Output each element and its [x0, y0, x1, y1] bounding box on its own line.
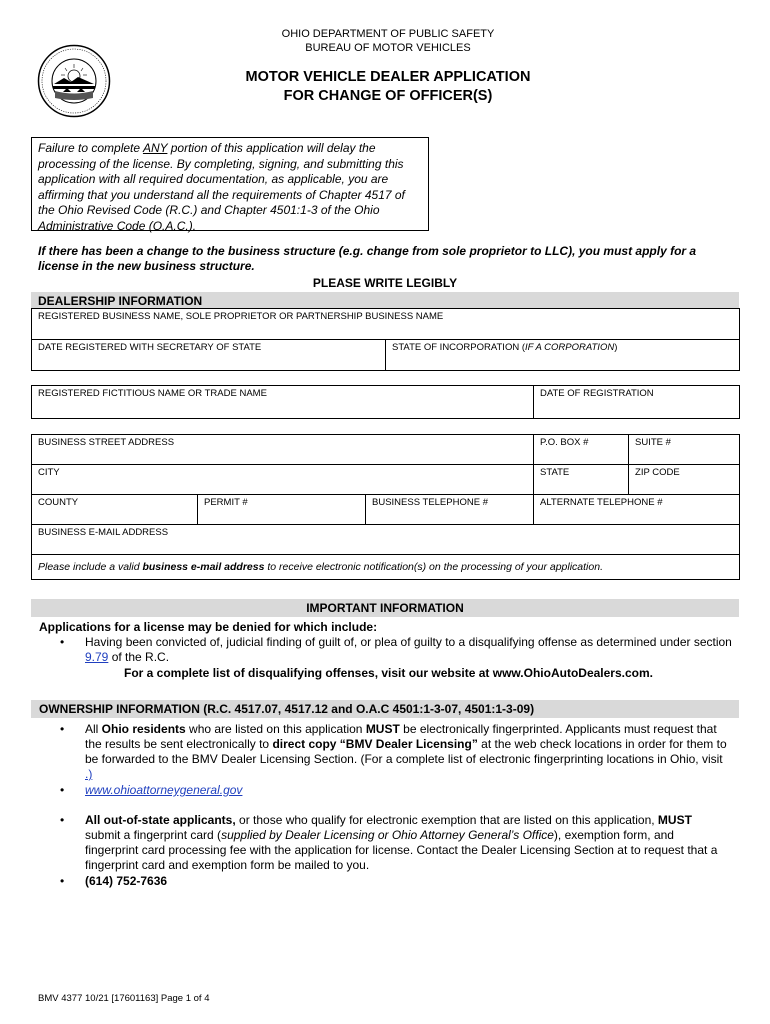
- zip-code-label: ZIP CODE: [635, 467, 680, 478]
- alternate-telephone-label: ALTERNATE TELEPHONE #: [540, 497, 663, 508]
- business-structure-note: If there has been a change to the business structure (e.g. change from sole proprietor to LLC), you must apply for a license in the new business structure.: [38, 244, 697, 273]
- fictitious-name-field[interactable]: [32, 386, 534, 419]
- fictitious-name-label: REGISTERED FICTITIOUS NAME OR TRADE NAME: [38, 388, 267, 399]
- agency-name: OHIO DEPARTMENT OF PUBLIC SAFETY: [281, 28, 495, 40]
- ownership-bullet-1: [85, 722, 730, 782]
- ownership-bullet-3: [85, 813, 730, 873]
- business-email-field[interactable]: [32, 525, 740, 555]
- state-incorp-suffix: ): [614, 342, 618, 353]
- title-line2: FOR CHANGE OF OFFICER(S): [283, 88, 493, 104]
- business-telephone-label: BUSINESS TELEPHONE #: [372, 497, 488, 508]
- business-email-label: BUSINESS E-MAIL ADDRESS: [38, 527, 169, 538]
- ownership-section-title: OWNERSHIP INFORMATION (R.C. 4517.07, 4517.12 and O.A.C 4501:1-3-07, 4501:1-3-09): [39, 702, 535, 716]
- bullet-icon: •: [60, 813, 65, 827]
- business-street-address-field[interactable]: [32, 435, 534, 465]
- form-footer: BMV 4377 10/21 [17601163] Page 1 of 4: [38, 993, 210, 1004]
- page-title: [180, 68, 596, 106]
- b1-pre: All: [85, 722, 102, 736]
- fingerprint-locations-link[interactable]: .): [85, 767, 93, 781]
- notice-text-rest: portion of this application will delay the processing of the license. By completing, signing, and submitting this application with all required documentation, as applicable, you are affirming that you understand all the requirements of Chapter 4517 of the Ohio Revised Code (R.C.) and Chapter 4501:1-3 of the Ohio Administrative Code (O.A.C.).: [38, 141, 405, 233]
- suite-label: SUITE #: [635, 437, 671, 448]
- dealership-table-2: [31, 385, 740, 419]
- state-incorp-label: STATE OF INCORPORATION (: [392, 342, 525, 353]
- b3-mid2: submit a fingerprint card (: [85, 828, 222, 842]
- bullet1-text: Having been convicted of, judicial finding of guilt of, or plea of guilty to a disqualifying offense as determined under section: [85, 635, 732, 649]
- notice-box: [31, 137, 429, 231]
- alternate-telephone-field[interactable]: [534, 495, 740, 525]
- permit-label: PERMIT #: [204, 497, 248, 508]
- date-registered-label: DATE REGISTERED WITH SECRETARY OF STATE: [38, 342, 262, 353]
- ohio-state-seal-icon: [37, 44, 111, 118]
- title-line1: MOTOR VEHICLE DEALER APPLICATION: [245, 69, 531, 85]
- ownership-section-header: [31, 700, 739, 718]
- b3-italic: supplied by Dealer Licensing or Ohio Attorney General’s Office: [221, 828, 554, 842]
- business-telephone-field[interactable]: [366, 495, 534, 525]
- permit-field[interactable]: [198, 495, 366, 525]
- important-lead: Applications for a license may be denied for which include:: [39, 620, 378, 634]
- street-address-label: BUSINESS STREET ADDRESS: [38, 437, 175, 448]
- write-legibly-heading: PLEASE WRITE LEGIBLY: [312, 276, 458, 290]
- ohio-attorney-general-link[interactable]: www.ohioattorneygeneral.gov: [85, 783, 243, 797]
- b1-bold2: MUST: [365, 722, 400, 736]
- zip-code-field[interactable]: [629, 465, 740, 495]
- city-label: CITY: [38, 467, 60, 478]
- notice-text: Failure to complete: [38, 141, 143, 155]
- email-note-post: to receive electronic notification(s) on the processing of your application.: [264, 561, 603, 573]
- dealership-table-3: [31, 434, 740, 580]
- bullet-icon: •: [60, 874, 65, 888]
- email-note-pre: Please include a valid: [38, 561, 143, 573]
- b3-mid: or those who qualify for electronic exemption that are listed on this application,: [235, 813, 658, 827]
- state-field[interactable]: [534, 465, 629, 495]
- dealership-section-header: [31, 292, 739, 308]
- state-of-incorporation-field[interactable]: [386, 340, 740, 371]
- b1-bold1: Ohio residents: [101, 722, 186, 736]
- notice-any: ANY: [142, 141, 168, 155]
- bullet-icon: •: [60, 722, 65, 736]
- ownership-bullet-2: [85, 783, 242, 798]
- b1-mid2: be electronically fingerprinted. Applicants must request that the results be sent electronically to: [85, 722, 717, 751]
- dealer-licensing-phone: (614) 752-7636: [85, 874, 168, 888]
- bullet1-post: of the R.C.: [108, 650, 170, 664]
- important-section-header: [31, 599, 739, 617]
- registered-business-name-field[interactable]: [32, 309, 740, 340]
- registered-business-name-label: REGISTERED BUSINESS NAME, SOLE PROPRIETOR OR PARTNERSHIP BUSINESS NAME: [38, 311, 444, 322]
- b1-mid: who are listed on this application: [185, 722, 366, 736]
- dealership-table-1: [31, 308, 740, 371]
- important-section-title: IMPORTANT INFORMATION: [306, 601, 464, 615]
- b1-bold3: direct copy “BMV Dealer Licensing”: [272, 737, 478, 751]
- po-box-label: P.O. BOX #: [540, 437, 589, 448]
- email-note: [32, 555, 740, 580]
- b3-bold1: All out-of-state applicants,: [85, 813, 236, 827]
- section-9-79-link[interactable]: 9.79: [85, 650, 109, 664]
- b3-post: ), exemption form, and fingerprint card processing fee with the application for license. Contact the Dealer Licensing Section at to request that a fingerprint card and exemption form be mailed to you.: [85, 828, 718, 872]
- po-box-field[interactable]: [534, 435, 629, 465]
- important-bullet-1: [85, 635, 735, 665]
- county-label: COUNTY: [38, 497, 79, 508]
- date-of-registration-label: DATE OF REGISTRATION: [540, 388, 654, 399]
- bullet-icon: •: [60, 783, 65, 797]
- bureau-name: BUREAU OF MOTOR VEHICLES: [305, 42, 471, 54]
- b1-post: at the web check locations in order for them to be forwarded to the BMV Dealer Licensing Section. (For a complete list of electronic fingerprinting locations in Ohio, visit: [85, 737, 727, 766]
- email-note-bold: business e-mail address: [142, 561, 265, 573]
- suite-field[interactable]: [629, 435, 740, 465]
- b3-bold2: MUST: [657, 813, 692, 827]
- agency-header: [200, 27, 576, 55]
- state-incorp-italic: IF A CORPORATION: [525, 342, 615, 353]
- date-of-registration-field[interactable]: [534, 386, 740, 419]
- date-registered-field[interactable]: [32, 340, 386, 371]
- bullet-icon: •: [60, 635, 65, 649]
- county-field[interactable]: [32, 495, 198, 525]
- city-field[interactable]: [32, 465, 534, 495]
- complete-list-note: For a complete list of disqualifying offenses, visit our website at www.OhioAutoDealers.com.: [124, 666, 653, 680]
- dealership-section-title: DEALERSHIP INFORMATION: [38, 294, 203, 308]
- state-label: STATE: [540, 467, 570, 478]
